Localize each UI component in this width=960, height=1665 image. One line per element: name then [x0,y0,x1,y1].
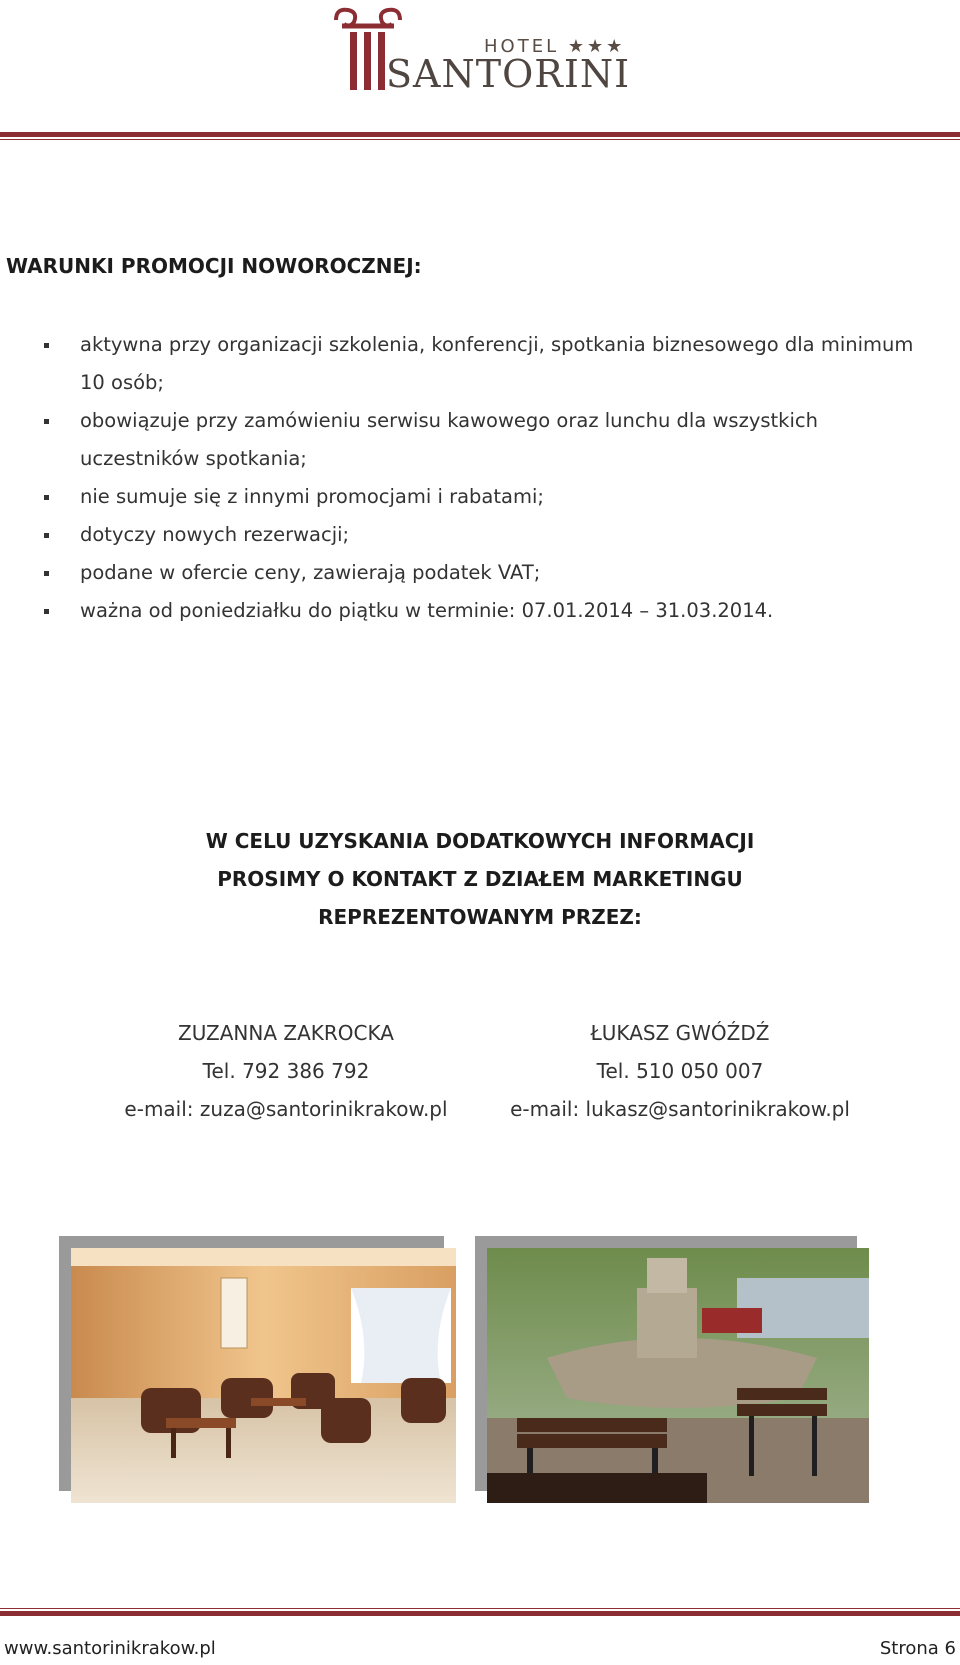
contact-heading-line: REPREZENTOWANYM PRZEZ: [318,905,642,929]
hotel-logo [328,6,631,96]
list-item: podane w ofercie ceny, zawierają podatek VAT; [38,554,918,592]
contact-heading [0,822,960,936]
list-item: ważna od poniedziałku do piątku w terminie: 07.01.2014 – 31.03.2014. [38,592,918,630]
stars-icon: ★★★ [567,36,626,57]
contact-phone[interactable]: Tel. 510 050 007 [596,1059,764,1083]
contact-heading-line: PROSIMY O KONTAKT Z DZIAŁEM MARKETINGU [217,867,743,891]
contact-card-zuzanna [86,1014,486,1128]
header-divider [0,132,960,140]
list-item: aktywna przy organizacji szkolenia, konferencji, spotkania biznesowego dla minimum 10 osób; [38,326,918,402]
contact-heading-line: W CELU UZYSKANIA DODATKOWYCH INFORMACJI [205,829,755,853]
terrace-photo [487,1248,869,1503]
logo-name-text: SANTORINI [386,52,631,96]
contact-email[interactable]: e-mail: zuza@santorinikrakow.pl [124,1097,448,1121]
contact-card-lukasz [480,1014,880,1128]
list-item: nie sumuje się z innymi promocjami i rabatami; [38,478,918,516]
lounge-photo [71,1248,456,1503]
list-item: dotyczy nowych rezerwacji; [38,516,918,554]
logo-hotel-text: HOTEL ★★★ [484,36,626,57]
list-item: obowiązuje przy zamówieniu serwisu kawowego oraz lunchu dla wszystkich uczestników spotkania; [38,402,918,478]
footer-website-link[interactable]: www.santorinikrakow.pl [4,1638,216,1659]
promo-heading: WARUNKI PROMOCJI NOWOROCZNEJ: [6,254,422,278]
footer-divider [0,1608,960,1616]
contact-name: ZUZANNA ZAKROCKA [178,1021,394,1045]
page-number: Strona 6 [879,1638,956,1659]
contact-name: ŁUKASZ GWÓŹDŹ [590,1021,770,1045]
contact-email[interactable]: e-mail: lukasz@santorinikrakow.pl [510,1097,850,1121]
conditions-list [38,326,918,630]
contact-phone[interactable]: Tel. 792 386 792 [202,1059,370,1083]
